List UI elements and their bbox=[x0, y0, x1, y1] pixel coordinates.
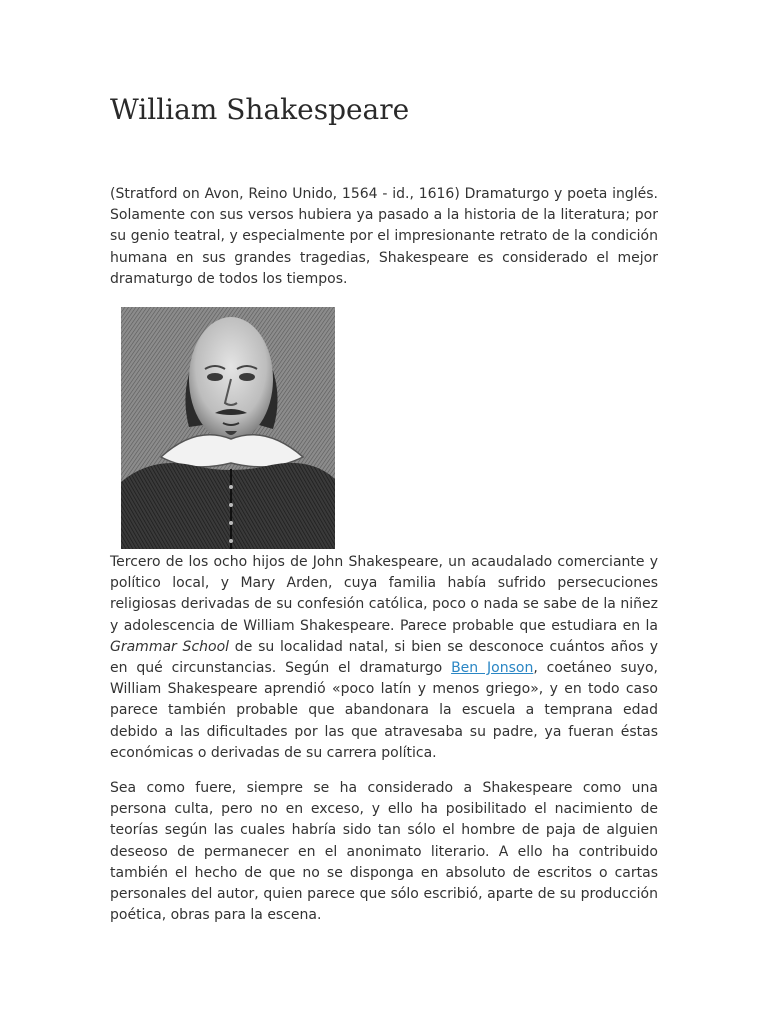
biography-paragraph bbox=[110, 552, 658, 764]
page-title: William Shakespeare bbox=[110, 93, 410, 126]
shakespeare-portrait-image bbox=[121, 307, 335, 549]
theories-paragraph: Sea como fuere, siempre se ha considerado a Shakespeare como una persona culta, pero no en exceso, y ello ha posibilitado el nacimiento de teorías según las cuales habría sido tan sólo el hombre de paja de alguien deseoso de permanecer en el anonimato literario. A ello ha contribuido también el hecho de que no se disponga en absoluto de escritos o cartas personales del autor, quien parece que sólo escribió, aparte de su producción poética, obras para la escena. bbox=[110, 780, 658, 924]
grammar-school-text: Grammar School bbox=[110, 638, 230, 655]
ben-jonson-link[interactable]: Ben Jonson bbox=[451, 660, 534, 677]
biography-text-1: Tercero de los ocho hijos de John Shakespeare, un acaudalado comerciante y político local, y Mary Arden, cuya familia había sufrido persecuciones religiosas derivadas de su confesión católica, poco o nada se sabe de la niñez y adolescencia de William Shakespeare. Parece probable que estudiara en la bbox=[110, 554, 658, 634]
intro-paragraph: (Stratford on Avon, Reino Unido, 1564 - id., 1616) Dramaturgo y poeta inglés. Solamente con sus versos hubiera ya pasado a la historia de la literatura; por su genio teatral, y especialmente por el impresionante retrato de la condición humana en sus grandes tragedias, Shakespeare es considerado el mejor dramaturgo de todos los tiempos. bbox=[110, 186, 658, 287]
biography-text-2: de su localidad natal, si bien se desconoce cuántos años y en qué circunstancias. Según el dramaturgo bbox=[110, 638, 658, 677]
biography-text-3: , coetáneo suyo, William Shakespeare aprendió «poco latín y menos griego», y en todo caso parece también probable que abandonara la escuela a temprana edad debido a las dificultades por las que atravesaba su padre, ya fueran éstas económicas o derivadas de su carrera política. bbox=[110, 660, 658, 761]
